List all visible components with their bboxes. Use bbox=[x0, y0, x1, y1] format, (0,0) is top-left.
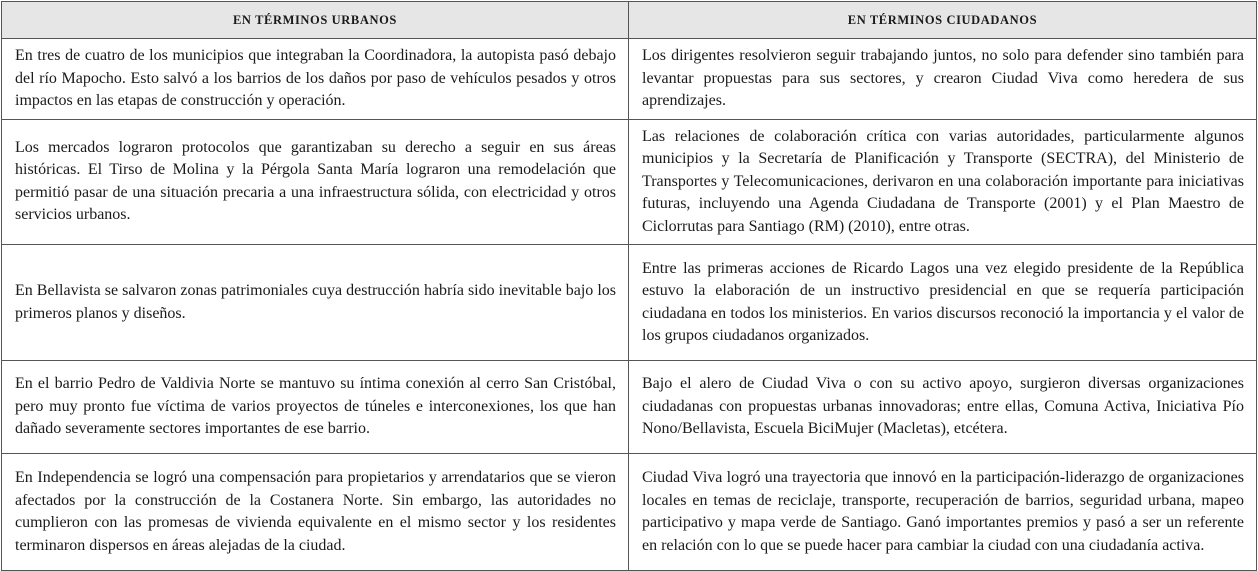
cell-urbanos: En Independencia se logró una compensación para propietarios y arrendatarios que se vieron afectados por la construcción de la Costanera Norte. Sin embargo, las autoridades no cumplieron con las promesas de vivienda equivalente en el mismo sector y los residentes terminaron dispersos en áreas alejadas de la ciudad. bbox=[2, 454, 629, 571]
cell-urbanos: En tres de cuatro de los municipios que integraban la Coordinadora, la autopista pasó debajo del río Mapocho. Esto salvó a los barrios de los daños por paso de vehículos pesados y otros impactos en las etapas de construcción y operación. bbox=[2, 39, 629, 120]
comparison-table bbox=[1, 1, 1257, 571]
cell-ciudadanos: Bajo el alero de Ciudad Viva o con su activo apoyo, surgieron diversas organizaciones ciudadanas con propuestas urbanas innovadoras; entre ellas, Comuna Activa, Iniciativa Pío Nono/Bellavista, Escuela BiciMujer (Macletas), etcétera. bbox=[629, 361, 1257, 454]
header-urbanos: EN TÉRMINOS URBANOS bbox=[2, 2, 629, 39]
cell-ciudadanos: Entre las primeras acciones de Ricardo Lagos una vez elegido presidente de la República estuvo la elaboración de un instructivo presidencial en que se requería participación ciudadana en todos los ministerios. En varios discursos reconoció la importancia y el valor de los grupos ciudadanos organizados. bbox=[629, 245, 1257, 361]
table-row bbox=[2, 454, 1257, 571]
header-ciudadanos: EN TÉRMINOS CIUDADANOS bbox=[629, 2, 1257, 39]
table-row bbox=[2, 39, 1257, 120]
cell-ciudadanos: Las relaciones de colaboración crítica con varias autoridades, particularmente algunos municipios y la Secretaría de Planificación y Transporte (SECTRA), del Ministerio de Transportes y Telecomunicaciones, derivaron en una colaboración importante para iniciativas futuras, incluyendo una Agenda Ciudadana de Transporte (2001) y el Plan Maestro de Ciclorrutas para Santiago (RM) (2010), entre otras. bbox=[629, 119, 1257, 245]
cell-ciudadanos: Ciudad Viva logró una trayectoria que innovó en la participación-liderazgo de organizaciones locales en temas de reciclaje, transporte, recuperación de barrios, seguridad urbana, mapeo participativo y mapa verde de Santiago. Ganó importantes premios y pasó a ser un referente en relación con lo que se puede hacer para cambiar la ciudad con una ciudadanía activa. bbox=[629, 454, 1257, 571]
table-row bbox=[2, 119, 1257, 245]
cell-ciudadanos: Los dirigentes resolvieron seguir trabajando juntos, no solo para defender sino también para levantar propuestas para sus sectores, y crearon Ciudad Viva como heredera de sus aprendizajes. bbox=[629, 39, 1257, 120]
header-row bbox=[2, 2, 1257, 39]
cell-urbanos: Los mercados lograron protocolos que garantizaban su derecho a seguir en sus áreas históricas. El Tirso de Molina y la Pérgola Santa María lograron una remodelación que permitió pasar de una situación precaria a una infraestructura sólida, con electricidad y otros servicios urbanos. bbox=[2, 119, 629, 245]
table-row bbox=[2, 361, 1257, 454]
table-row bbox=[2, 245, 1257, 361]
cell-urbanos: En el barrio Pedro de Valdivia Norte se mantuvo su íntima conexión al cerro San Cristóbal, pero muy pronto fue víctima de varios proyectos de túneles e interconexiones, los que han dañado severamente sectores importantes de ese barrio. bbox=[2, 361, 629, 454]
cell-urbanos: En Bellavista se salvaron zonas patrimoniales cuya destrucción habría sido inevitable bajo los primeros planos y diseños. bbox=[2, 245, 629, 361]
